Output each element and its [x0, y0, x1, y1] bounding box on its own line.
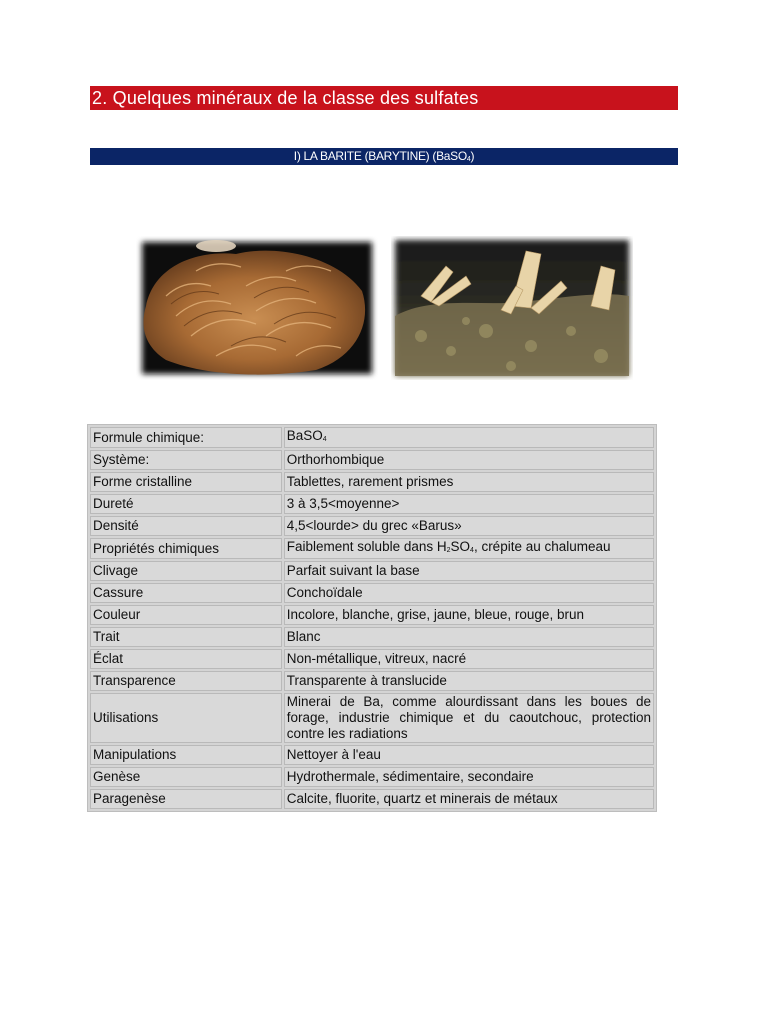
mineral-title: [90, 148, 678, 165]
property-value: Tablettes, rarement prismes: [284, 472, 654, 492]
property-label: Dureté: [90, 494, 282, 514]
property-label: Clivage: [90, 561, 282, 581]
table-row: [90, 649, 654, 669]
property-value: 4,5<lourde> du grec «Barus»: [284, 516, 654, 536]
table-row: [90, 671, 654, 691]
table-row: [90, 450, 654, 470]
table-row: [90, 767, 654, 787]
property-value: Orthorhombique: [284, 450, 654, 470]
property-label: Trait: [90, 627, 282, 647]
property-value: Parfait suivant la base: [284, 561, 654, 581]
property-label: Propriétés chimiques: [90, 538, 282, 559]
table-row: [90, 427, 654, 448]
table-row: [90, 494, 654, 514]
property-value: Conchoïdale: [284, 583, 654, 603]
property-value: Blanc: [284, 627, 654, 647]
property-label: Densité: [90, 516, 282, 536]
property-label: Système:: [90, 450, 282, 470]
property-label: Formule chimique:: [90, 427, 282, 448]
properties-table: [87, 424, 657, 812]
property-value: Nettoyer à l'eau: [284, 745, 654, 765]
table-row: [90, 605, 654, 625]
property-label: Genèse: [90, 767, 282, 787]
table-row: [90, 516, 654, 536]
property-value: Non-métallique, vitreux, nacré: [284, 649, 654, 669]
table-row: [90, 538, 654, 559]
property-label: Paragenèse: [90, 789, 282, 809]
table-row: [90, 583, 654, 603]
section-title: 2. Quelques minéraux de la classe des sulfates: [90, 86, 678, 110]
property-value: Minerai de Ba, comme alourdissant dans les boues de forage, industrie chimique et du caoutchouc, protection contre les radiations: [284, 693, 654, 743]
table-row: [90, 693, 654, 743]
property-label: Cassure: [90, 583, 282, 603]
property-label: Éclat: [90, 649, 282, 669]
property-value: Hydrothermale, sédimentaire, secondaire: [284, 767, 654, 787]
table-row: [90, 745, 654, 765]
mineral-title-subscript: 4: [466, 156, 471, 163]
property-label: Couleur: [90, 605, 282, 625]
mineral-title-close: ): [470, 149, 475, 163]
property-label: Transparence: [90, 671, 282, 691]
barite-crystals-on-matrix-photo: [391, 236, 633, 380]
property-value: Incolore, blanche, grise, jaune, bleue, rouge, brun: [284, 605, 654, 625]
mineral-title-text: I) LA BARITE (BARYTINE) (BaSO: [293, 149, 467, 163]
table-row: [90, 472, 654, 492]
table-row: [90, 561, 654, 581]
barite-rose-photo: [136, 236, 378, 380]
property-label: Manipulations: [90, 745, 282, 765]
property-value: Calcite, fluorite, quartz et minerais de métaux: [284, 789, 654, 809]
property-value: BaSO$_4$: [284, 427, 654, 448]
property-label: Utilisations: [90, 693, 282, 743]
property-value: Faiblement soluble dans $H_2SO_4$, crépite au chalumeau: [284, 538, 654, 559]
table-row: [90, 627, 654, 647]
property-value: 3 à 3,5<moyenne>: [284, 494, 654, 514]
property-label: Forme cristalline: [90, 472, 282, 492]
property-value: Transparente à translucide: [284, 671, 654, 691]
table-row: [90, 789, 654, 809]
